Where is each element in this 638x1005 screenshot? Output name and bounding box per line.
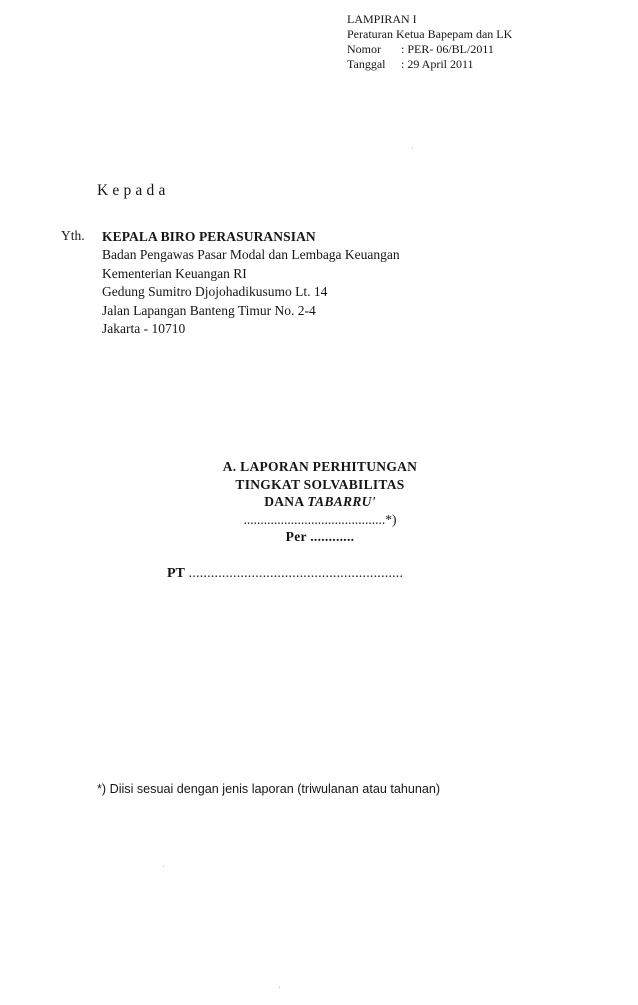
scan-speck bbox=[163, 866, 164, 867]
company-name-field bbox=[167, 566, 403, 582]
recipient-address bbox=[102, 228, 400, 338]
address-line: Jalan Lapangan Banteng Timur No. 2-4 bbox=[102, 302, 316, 318]
yth-label: Yth. bbox=[61, 228, 85, 243]
footnote: *) Diisi sesuai dengan jenis laporan (triwulanan atau tahunan) bbox=[97, 782, 441, 796]
tanggal-row bbox=[347, 57, 512, 72]
tanggal-label: Tanggal bbox=[347, 57, 386, 71]
report-title bbox=[160, 458, 480, 546]
regulation-title: Peraturan Ketua Bapepam dan LK bbox=[347, 27, 513, 41]
report-title-dana: DANA bbox=[264, 494, 308, 510]
nomor-label: Nomor bbox=[347, 42, 381, 56]
address-line: Badan Pengawas Pasar Modal dan Lembaga Keuangan bbox=[102, 247, 400, 263]
recipient-name: KEPALA BIRO PERASURANSIAN bbox=[102, 229, 316, 244]
company-name-dots: .......................................................... bbox=[184, 566, 404, 581]
scan-speck bbox=[279, 987, 280, 988]
report-title-line-2: TINGKAT SOLVABILITAS bbox=[235, 476, 405, 492]
nomor-row bbox=[347, 42, 512, 57]
scan-speck bbox=[412, 147, 413, 148]
report-title-line-1: A. LAPORAN PERHITUNGAN bbox=[222, 459, 418, 474]
company-prefix: PT bbox=[167, 566, 185, 581]
report-title-tabarru: TABARRU' bbox=[307, 494, 376, 510]
nomor-value: : PER- 06/BL/2011 bbox=[401, 42, 494, 56]
report-period-field: ..........................................*) bbox=[243, 511, 397, 527]
report-title-line-3 bbox=[160, 493, 480, 511]
report-per-field: Per ............ bbox=[285, 529, 355, 545]
attachment-header bbox=[347, 12, 512, 72]
attachment-title: LAMPIRAN I bbox=[347, 12, 417, 26]
address-line: Jakarta - 10710 bbox=[102, 321, 186, 337]
address-line: Gedung Sumitro Djojohadikusumo Lt. 14 bbox=[102, 284, 328, 300]
address-line: Kementerian Keuangan RI bbox=[102, 265, 247, 281]
salutation-kepada: Kepada bbox=[97, 182, 170, 199]
tanggal-value: : 29 April 2011 bbox=[401, 57, 474, 71]
